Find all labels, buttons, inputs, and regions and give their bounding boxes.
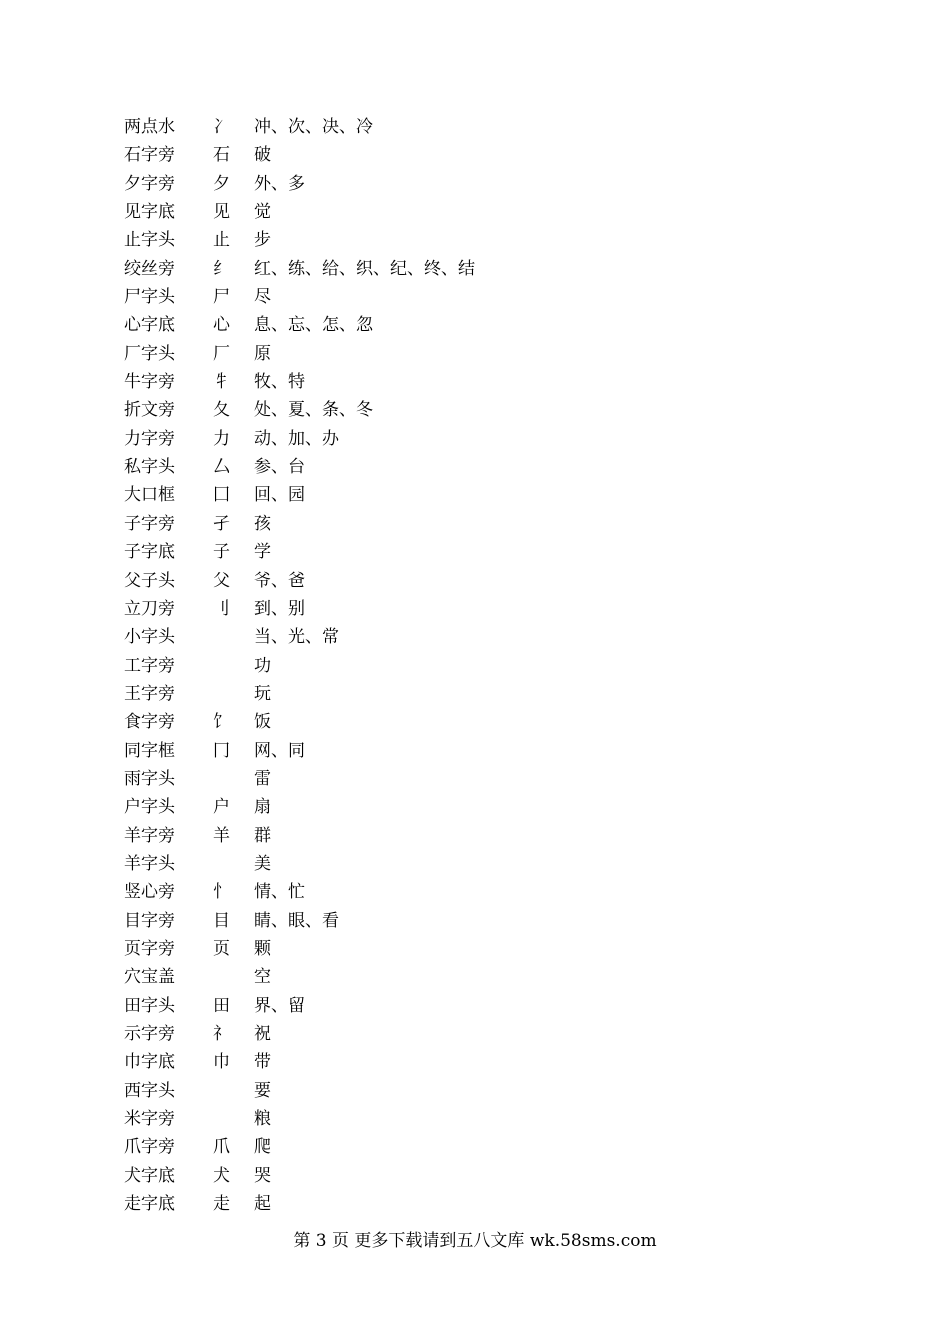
radical-name: 米字旁 [124,1109,175,1130]
radical-name: 同字框 [124,740,175,761]
radical-glyph: 羊 [213,825,230,846]
radical-name: 子字旁 [124,513,175,534]
radical-name: 页字旁 [124,938,175,959]
radical-name: 爪字旁 [124,1137,175,1158]
radical-glyph: 礻 [213,1024,230,1044]
example-characters: 觉 [254,202,271,223]
radical-glyph: 厶 [213,457,230,478]
radical-name: 尸字头 [124,287,175,308]
radical-name: 绞丝旁 [124,258,175,279]
example-characters: 孩 [254,513,271,534]
radical-name: 羊字旁 [124,825,175,846]
radical-name: 折文旁 [124,400,175,421]
radical-glyph: 石 [213,145,230,166]
radical-name: 食字旁 [124,712,175,733]
radical-glyph: 忄 [213,882,230,903]
radical-name: 力字旁 [124,428,175,449]
radical-name: 夕字旁 [124,173,175,194]
radical-name: 穴宝盖 [124,967,175,988]
radical-name: 私字头 [124,457,175,478]
radical-name: 走字底 [124,1194,175,1215]
radical-glyph: 纟 [213,258,230,279]
example-characters: 爷、爸 [254,570,305,591]
radical-name: 心字底 [124,315,175,336]
radical-name: 子字底 [124,542,175,563]
example-characters: 当、光、常 [254,627,339,648]
radical-glyph: 巾 [213,1052,230,1073]
radical-name: 犬字底 [124,1165,175,1186]
radical-glyph: 刂 [213,598,230,619]
example-characters: 玩 [254,683,271,704]
example-characters: 哭 [254,1165,271,1186]
radical-name: 示字旁 [124,1024,175,1044]
example-characters: 到、别 [254,598,305,619]
radical-glyph: 止 [213,230,230,251]
radical-name: 羊字头 [124,853,175,874]
example-characters: 红、练、给、织、纪、终、结 [254,258,475,279]
radical-glyph: 冂 [213,740,230,761]
page-footer: 第 3 页 更多下载请到五八文库 wk.58sms.com [293,1231,657,1251]
example-characters: 美 [254,853,271,874]
example-characters: 息、忘、怎、忽 [254,315,373,336]
radical-glyph: 见 [213,202,230,223]
radical-glyph: 田 [213,995,230,1016]
radical-glyph: 页 [213,938,230,959]
example-characters: 回、园 [254,485,305,506]
radical-name: 厂字头 [124,343,175,364]
radical-name: 西字头 [124,1080,175,1101]
radical-glyph: 饣 [213,712,230,733]
example-characters: 破 [254,145,271,166]
radical-glyph: 犬 [213,1165,230,1186]
example-characters: 起 [254,1194,271,1215]
example-characters: 饭 [254,712,271,733]
radical-name: 父子头 [124,570,175,591]
radical-name: 见字底 [124,202,175,223]
radical-name: 石字旁 [124,145,175,166]
example-characters: 冲、次、决、冷 [254,117,373,137]
radical-glyph: 囗 [213,485,230,506]
radical-glyph: 厂 [213,343,230,364]
radical-glyph: 牜 [213,372,230,393]
radical-glyph: 走 [213,1194,230,1215]
radical-glyph: 户 [213,797,230,818]
radical-glyph: 目 [213,910,230,931]
radical-name: 立刀旁 [124,598,175,619]
example-characters: 动、加、办 [254,428,339,449]
radical-glyph: 尸 [213,287,230,308]
example-characters: 情、忙 [254,882,305,903]
example-characters: 原 [254,343,271,364]
example-characters: 群 [254,825,271,846]
example-characters: 学 [254,542,271,563]
example-characters: 参、台 [254,457,305,478]
example-characters: 处、夏、条、冬 [254,400,373,421]
example-characters: 空 [254,967,271,988]
example-characters: 步 [254,230,271,251]
example-characters: 爬 [254,1137,271,1158]
example-characters: 牧、特 [254,372,305,393]
radical-name: 目字旁 [124,910,175,931]
example-characters: 睛、眼、看 [254,910,339,931]
radical-name: 大口框 [124,485,175,506]
radical-name: 工字旁 [124,655,175,676]
example-characters: 雷 [254,768,271,789]
example-characters: 外、多 [254,173,305,194]
radical-name: 竖心旁 [124,882,175,903]
example-characters: 网、同 [254,740,305,761]
example-characters: 颗 [254,938,271,959]
radical-glyph: 力 [213,428,230,449]
example-characters: 带 [254,1052,271,1073]
example-characters: 要 [254,1080,271,1101]
example-characters: 界、留 [254,995,305,1016]
example-characters: 尽 [254,287,271,308]
radical-glyph: 心 [213,315,230,336]
radical-name: 牛字旁 [124,372,175,393]
radical-name: 巾字底 [124,1052,175,1073]
radical-glyph: 冫 [213,117,230,137]
example-characters: 功 [254,655,271,676]
example-characters: 扇 [254,797,271,818]
radical-name: 止字头 [124,230,175,251]
radical-glyph: 孑 [213,513,230,534]
radical-name: 田字头 [124,995,175,1016]
example-characters: 祝 [254,1024,271,1044]
radical-name: 两点水 [124,117,175,137]
radical-name: 小字头 [124,627,175,648]
radical-name: 王字旁 [124,683,175,704]
radical-name: 雨字头 [124,768,175,789]
radical-glyph: 父 [213,570,230,591]
example-characters: 粮 [254,1109,271,1130]
radical-name: 户字头 [124,797,175,818]
radical-glyph: 夕 [213,173,230,194]
radical-glyph: 夂 [213,400,230,421]
radical-glyph: 爪 [213,1137,230,1158]
radical-glyph: 子 [213,542,230,563]
